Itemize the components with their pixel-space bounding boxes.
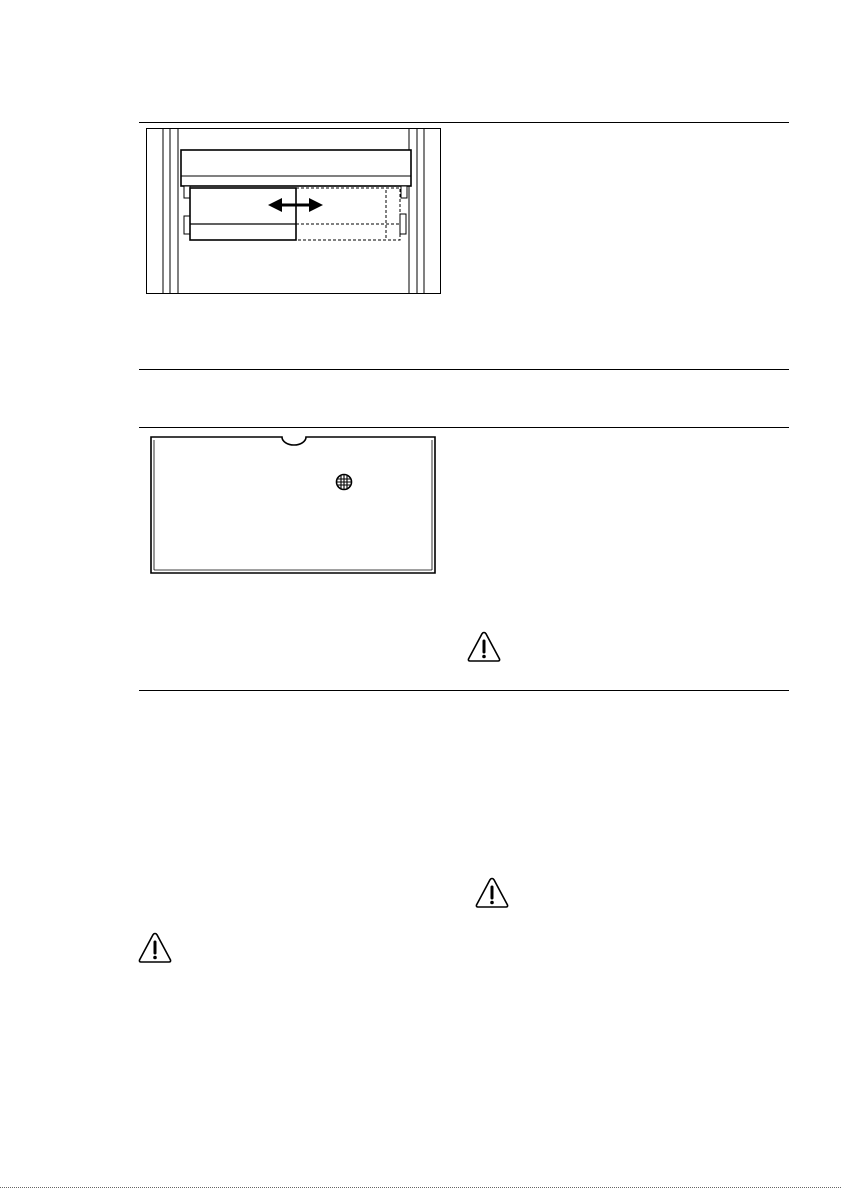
section-divider [139,427,789,428]
warning-triangle-icon [137,931,173,965]
warning-triangle-icon [466,630,502,664]
warning-triangle-icon [474,876,510,910]
page-edge-line [0,1187,841,1188]
section-divider [139,122,789,123]
sliding-drawer-illustration [146,128,441,294]
section-divider [139,369,789,370]
grid-circle-icon [334,472,354,492]
section-divider [139,690,789,691]
crisper-cover-illustration [146,433,441,579]
